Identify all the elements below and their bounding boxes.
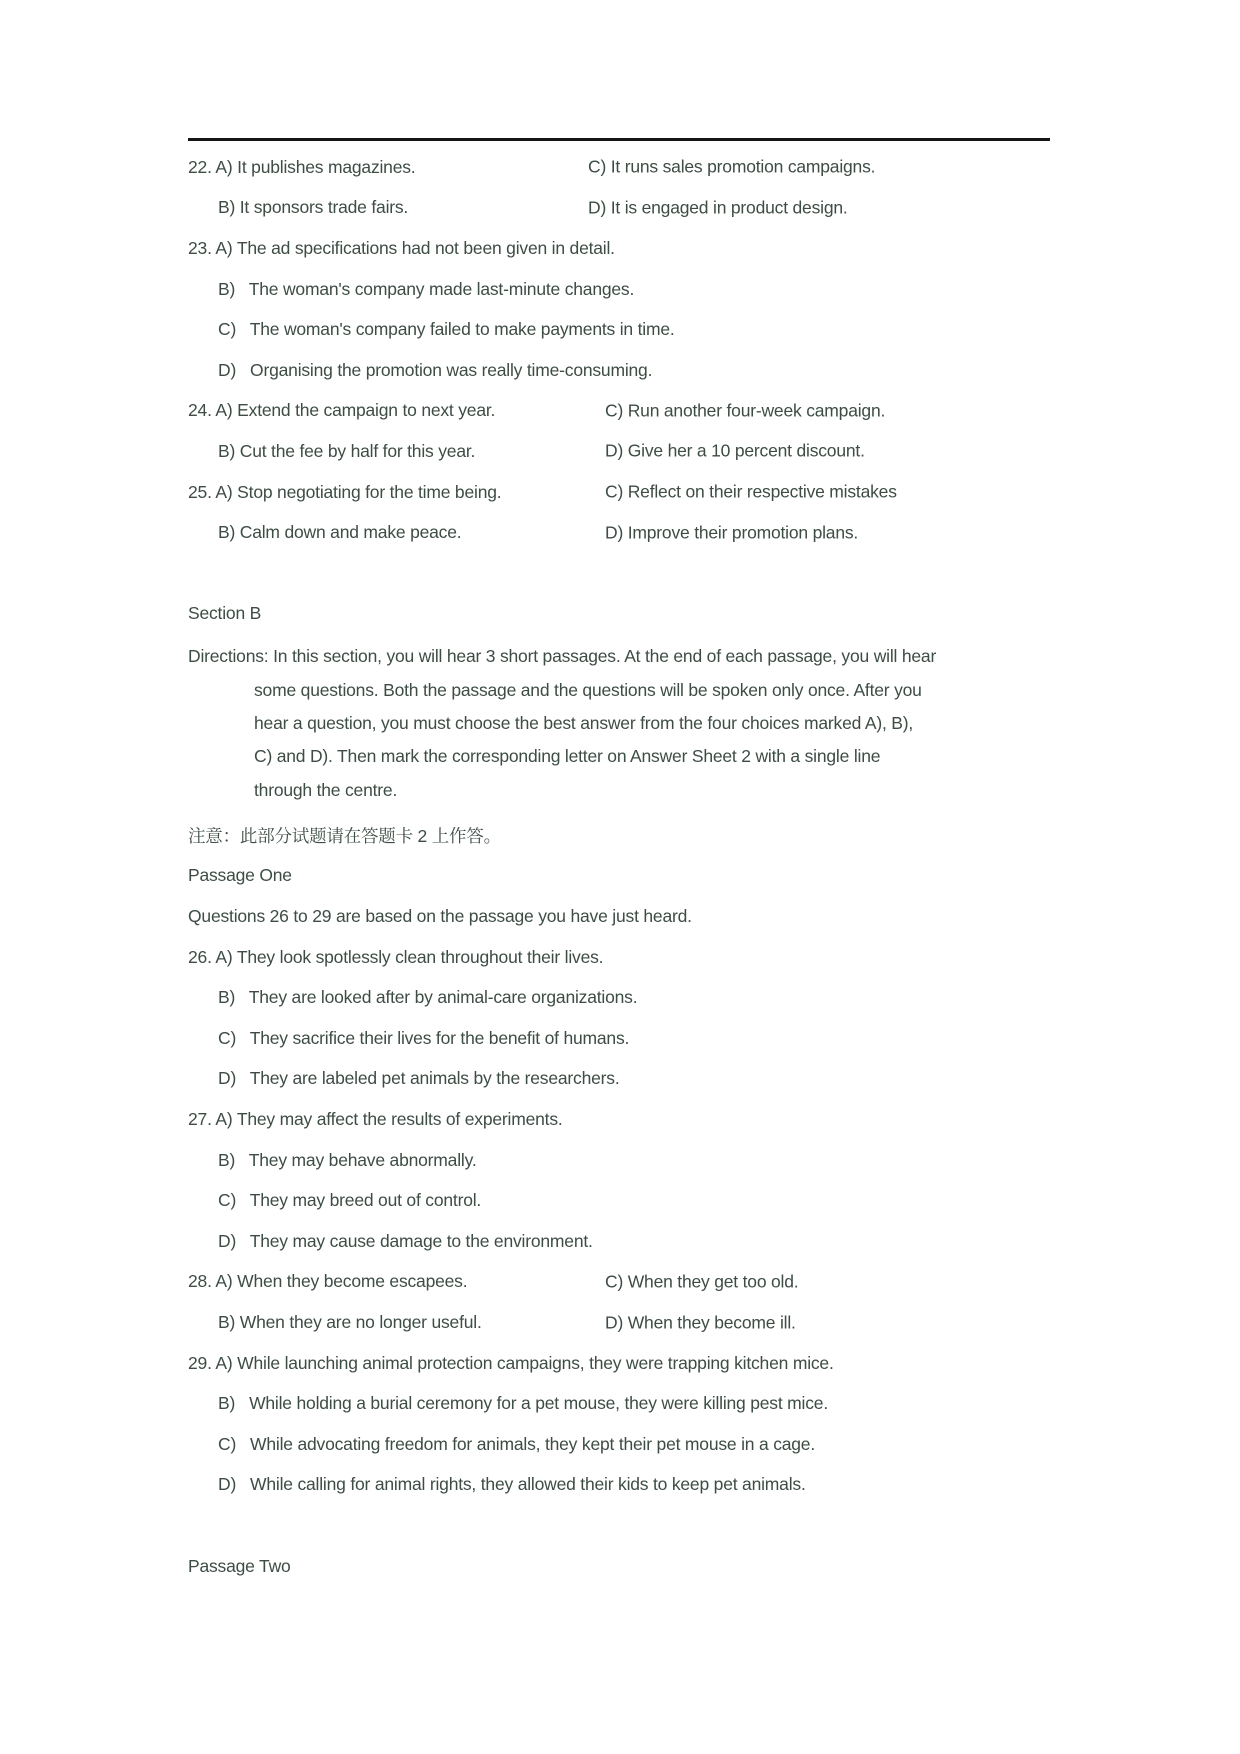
option-24d: D) Give her a 10 percent discount. <box>605 440 865 461</box>
directions-line-3: hear a question, you must choose the best answer from the four choices marked A), B), <box>254 713 914 734</box>
option-28d: D) When they become ill. <box>605 1312 796 1332</box>
option-27c: C) They may breed out of control. <box>218 1190 482 1211</box>
directions-paragraph <box>188 640 1054 807</box>
chinese-note-text: 注意：此部分试题请在答题卡 2 上作答。 <box>188 825 501 846</box>
section-b-heading <box>188 594 1054 635</box>
option-27d: D) They may cause damage to the environment. <box>218 1230 593 1251</box>
question-22-row-2 <box>188 188 1054 229</box>
question-24-row-1 <box>188 391 1054 432</box>
top-rule-divider <box>188 138 1050 141</box>
question-27-row-c <box>188 1180 1054 1221</box>
passage-one-heading <box>188 856 1054 897</box>
passage-two-title: Passage Two <box>188 1555 291 1576</box>
option-22c: C) It runs sales promotion campaigns. <box>588 156 876 177</box>
option-22d: D) It is engaged in product design. <box>588 197 848 218</box>
passage-two-heading <box>188 1546 1054 1587</box>
option-28a: 28. A) When they become escapees. <box>188 1271 468 1292</box>
option-26c: C) They sacrifice their lives for the benefit of humans. <box>218 1027 630 1048</box>
question-29-row-a <box>188 1343 1054 1384</box>
question-26-row-b <box>188 977 1054 1018</box>
option-26b: B) They are looked after by animal-care organizations. <box>218 987 638 1008</box>
option-23c: C) The woman's company failed to make payments in time. <box>218 319 675 340</box>
question-27-row-a <box>188 1099 1054 1140</box>
text-flow <box>188 147 1054 1586</box>
question-23-row-d <box>188 350 1054 391</box>
option-29a: 29. A) While launching animal protection campaigns, they were trapping kitchen mice. <box>188 1352 834 1373</box>
directions-line-4: C) and D). Then mark the corresponding letter on Answer Sheet 2 with a single line <box>254 746 881 767</box>
option-24b: B) Cut the fee by half for this year. <box>218 440 476 461</box>
option-22a: 22. A) It publishes magazines. <box>188 156 416 177</box>
passage-one-intro <box>188 896 1054 937</box>
question-25-row-2 <box>188 512 1054 553</box>
directions-line-2: some questions. Both the passage and the questions will be spoken only once. After you <box>254 679 922 700</box>
question-28-row-1 <box>188 1262 1054 1303</box>
option-23a: 23. A) The ad specifications had not been given in detail. <box>188 237 615 258</box>
blank-line <box>188 553 1054 594</box>
question-25-row-1 <box>188 472 1054 513</box>
question-23-row-c <box>188 309 1054 350</box>
option-26d: D) They are labeled pet animals by the researchers. <box>218 1068 620 1089</box>
question-22-row-1 <box>188 147 1054 188</box>
question-23-row-a <box>188 228 1054 269</box>
question-23-row-b <box>188 269 1054 310</box>
question-29-row-d <box>188 1465 1054 1506</box>
option-24a: 24. A) Extend the campaign to next year. <box>188 400 496 421</box>
question-26-row-d <box>188 1059 1054 1100</box>
option-23b: B) The woman's company made last-minute changes. <box>218 278 635 299</box>
directions-line-5: through the centre. <box>254 779 398 800</box>
question-27-row-b <box>188 1140 1054 1181</box>
question-26-row-c <box>188 1018 1054 1059</box>
question-28-row-2 <box>188 1302 1054 1343</box>
option-29d: D) While calling for animal rights, they allowed their kids to keep pet animals. <box>218 1474 806 1495</box>
option-24c: C) Run another four-week campaign. <box>605 400 886 421</box>
question-26-row-a <box>188 937 1054 978</box>
option-25b: B) Calm down and make peace. <box>218 522 462 543</box>
option-27b: B) They may behave abnormally. <box>218 1149 477 1170</box>
option-28c: C) When they get too old. <box>605 1271 799 1292</box>
option-25a: 25. A) Stop negotiating for the time being. <box>188 481 502 502</box>
option-22b: B) It sponsors trade fairs. <box>218 197 409 218</box>
option-25d: D) Improve their promotion plans. <box>605 522 859 543</box>
option-29c: C) While advocating freedom for animals, they kept their pet mouse in a cage. <box>218 1433 815 1454</box>
option-29b: B) While holding a burial ceremony for a pet mouse, they were killing pest mice. <box>218 1393 828 1414</box>
option-25c: C) Reflect on their respective mistakes <box>605 481 897 502</box>
question-29-row-c <box>188 1424 1054 1465</box>
chinese-note <box>188 815 1054 856</box>
section-b-title: Section B <box>188 603 262 624</box>
option-28b: B) When they are no longer useful. <box>218 1312 482 1332</box>
passage-one-intro-text: Questions 26 to 29 are based on the passage you have just heard. <box>188 906 692 927</box>
passage-one-title: Passage One <box>188 865 292 886</box>
option-23d: D) Organising the promotion was really time-consuming. <box>218 359 653 380</box>
question-29-row-b <box>188 1383 1054 1424</box>
directions-line-1: Directions: In this section, you will hear 3 short passages. At the end of each passage, you will hear <box>188 646 937 667</box>
question-27-row-d <box>188 1221 1054 1262</box>
option-26a: 26. A) They look spotlessly clean throughout their lives. <box>188 946 604 967</box>
option-27a: 27. A) They may affect the results of experiments. <box>188 1109 563 1130</box>
question-24-row-2 <box>188 431 1054 472</box>
blank-line <box>188 1505 1054 1546</box>
